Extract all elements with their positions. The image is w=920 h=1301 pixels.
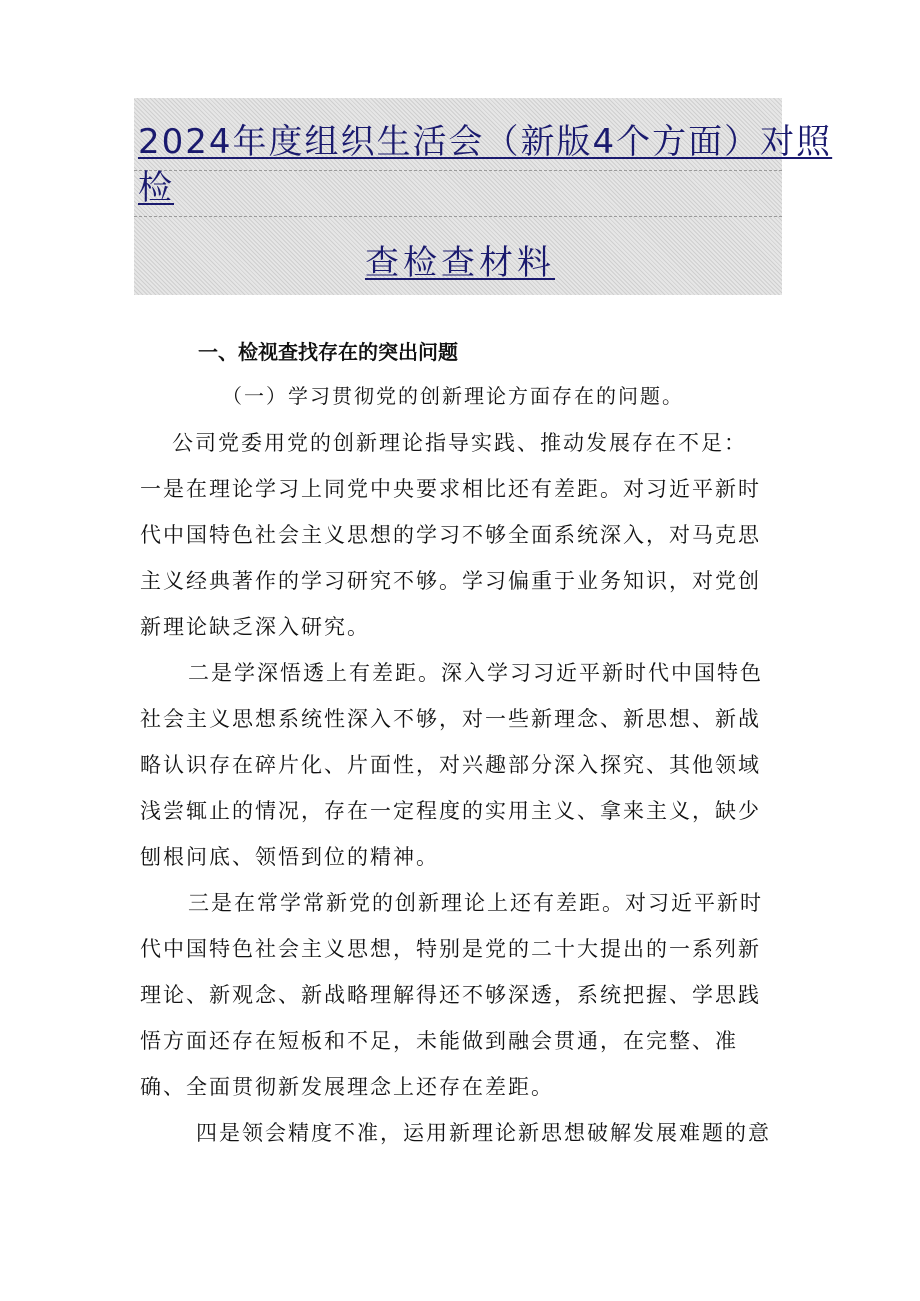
document-title-line-2: 检: [138, 168, 174, 208]
paragraph-1-line-4: 主义经典著作的学习研究不够。学习偏重于业务知识，对党创: [140, 569, 761, 593]
paragraph-3-line-1: 三是在常学常新党的创新理论上还有差距。对习近平新时: [188, 891, 763, 915]
paragraph-3-line-3: 理论、新观念、新战略理解得还不够深透，系统把握、学思践: [140, 983, 761, 1007]
paragraph-2-line-4: 浅尝辄止的情况，存在一定程度的实用主义、拿来主义，缺少: [140, 799, 761, 823]
paragraph-3-line-2: 代中国特色社会主义思想，特别是党的二十大提出的一系列新: [140, 937, 761, 961]
section-heading: 一、检视查找存在的突出问题: [198, 340, 458, 364]
paragraph-2-line-2: 社会主义思想系统性深入不够，对一些新理念、新思想、新战: [140, 707, 761, 731]
paragraph-4-line-1: 四是领会精度不准，运用新理论新思想破解发展难题的意: [196, 1121, 771, 1145]
paragraph-3-line-5: 确、全面贯彻新发展理念上还存在差距。: [140, 1075, 554, 1099]
paragraph-1-line-2: 一是在理论学习上同党中央要求相比还有差距。对习近平新时: [140, 477, 761, 501]
title-divider: [134, 216, 782, 217]
section-subheading: （一）学习贯彻党的创新理论方面存在的问题。: [222, 384, 684, 408]
paragraph-1-line-5: 新理论缺乏深入研究。: [140, 615, 370, 639]
paragraph-1-line-3: 代中国特色社会主义思想的学习不够全面系统深入，对马克思: [140, 523, 761, 547]
paragraph-1-line-1: 公司党委用党的创新理论指导实践、推动发展存在不足：: [172, 431, 747, 455]
document-title-line-1: 2024年度组织生活会（新版4个方面）对照: [138, 122, 833, 162]
paragraph-2-line-5: 刨根问底、领悟到位的精神。: [140, 845, 439, 869]
paragraph-2-line-1: 二是学深悟透上有差距。深入学习习近平新时代中国特色: [188, 661, 763, 685]
document-title-line-3: 查检查材料: [365, 243, 555, 283]
paragraph-3-line-4: 悟方面还存在短板和不足，未能做到融会贯通，在完整、准: [140, 1029, 738, 1053]
paragraph-2-line-3: 略认识存在碎片化、片面性，对兴趣部分深入探究、其他领域: [140, 753, 761, 777]
